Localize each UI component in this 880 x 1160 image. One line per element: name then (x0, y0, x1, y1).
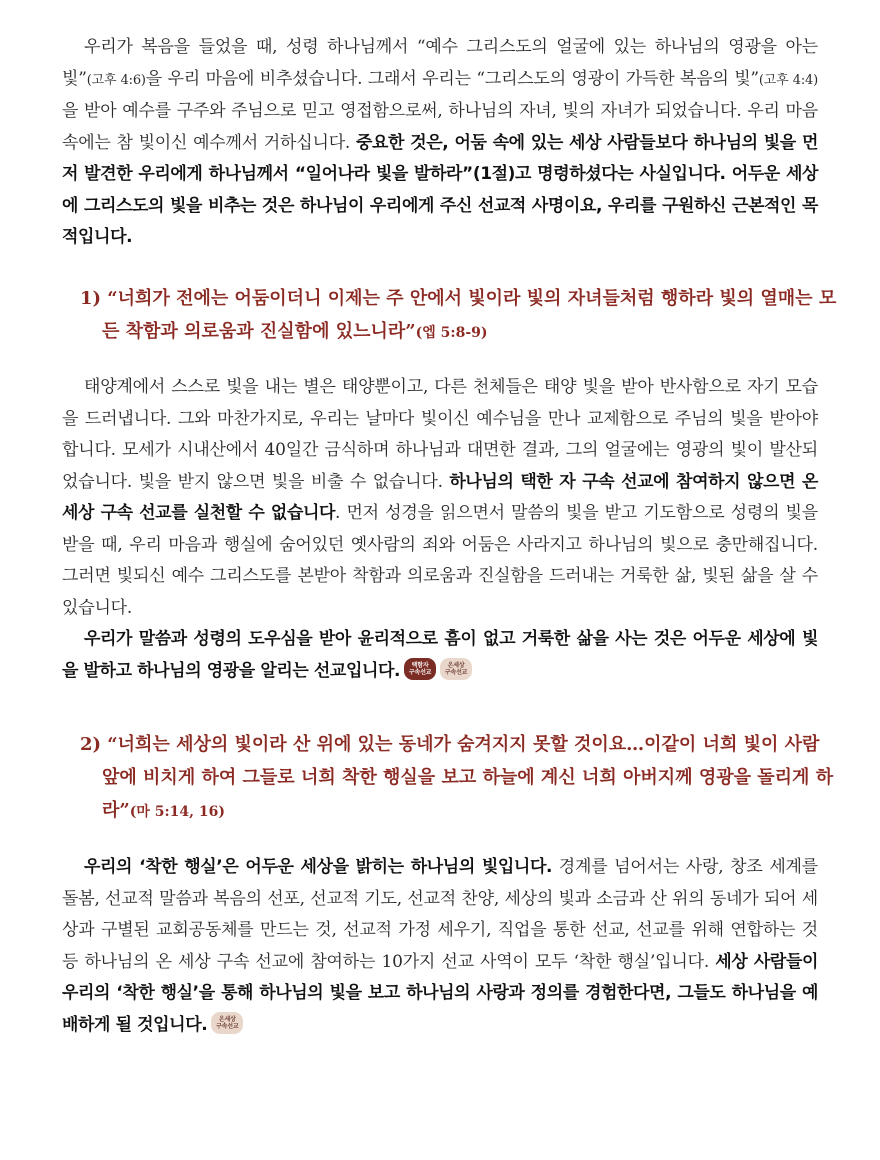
body-4-lead-emphasis: 우리의 ‘착한 행실’은 어두운 세상을 밝히는 하나님의 빛입니다. (84, 857, 553, 877)
world-redemption-mission-badge: 온세상 구속선교 (440, 658, 472, 680)
section-2-reference: (마 5:14, 16) (129, 804, 226, 820)
body-paragraph-2: 태양계에서 스스로 빛을 내는 별은 태양뿐이고, 다른 천체들은 태양 빛을 받아 반사함으로 자기 모습을 드러냅니다. 그와 마찬가지로, 우리는 날마다 빛이신 예수님을 만나 교제함으로 주님의 빛을 받아야 합니다. 모세가 시내산에서 40일간 금식하며 하나님과 대면한 결과, 그의 얼굴에는 영광의 빛이 발산되었습니다. 빛을 받지 않으면 빛을 비출 수 없습니다. 하나님의 택한 자 구속 선교에 참여하지 않으면 온 세상 구속 선교를 실천할 수 없습니다. 먼저 성경을 읽으면서 말씀의 빛을 받고 기도함으로 성령의 빛을 받을 때, 우리 마음과 행실에 숨어있던 옛사람의 죄와 어둠은 사라지고 하나님의 빛으로 충만해집니다. 그러면 빛되신 예수 그리스도를 본받아 착함과 의로움과 진실함을 드러내는 거룩한 삶, 빛된 삶을 살 수 있습니다. (62, 377, 818, 618)
body-paragraph-3 (62, 624, 818, 687)
intro-paragraph: 우리가 복음을 들었을 때, 성령 하나님께서 “예수 그리스도의 얼굴에 있는 하나님의 영광을 아는 빛”(고후 4:6)을 우리 마음에 비추셨습니다. 그래서 우리는 “그리스도의 영광이 가득한 복음의 빛”(고후 4:4)을 받아 예수를 구주와 주님으로 믿고 영접함으로써, 하나님의 자녀, 빛의 자녀가 되었습니다. 우리 마음속에는 참 빛이신 예수께서 거하십니다. 중요한 것은, 어둠 속에 있는 세상 사람들보다 하나님의 빛을 먼저 발견한 우리에게 하나님께서 “일어나라 빛을 발하라”(1절)고 명령하셨다는 사실입니다. 어두운 세상에 그리스도의 빛을 비추는 것은 하나님이 우리에게 주신 선교적 사명이요, 우리를 구원하신 근본적인 목적입니다. (62, 37, 818, 247)
body-3-emphasis: 우리가 말씀과 성령의 도우심을 받아 윤리적으로 흠이 없고 거룩한 삶을 사는 것은 어두운 세상에 빛을 발하고 하나님의 영광을 알리는 선교입니다. (62, 629, 818, 681)
section-heading-1: 1) “너희가 전에는 어둠이더니 이제는 주 안에서 빛이라 빛의 자녀들처럼 행하라 빛의 열매는 모든 착함과 의로움과 진실함에 있느니라”(엡 5:8-9) (80, 288, 837, 342)
body-4-emphasis: 세상 사람들이 우리의 ‘착한 행실’을 통해 하나님의 빛을 보고 하나님의 사랑과 정의를 경험한다면, 그들도 하나님을 예배하게 될 것입니다. (62, 951, 818, 1035)
section-1-reference: (엡 5:8-9) (415, 325, 488, 341)
body-paragraph-4: 우리의 ‘착한 행실’은 어두운 세상을 밝히는 하나님의 빛입니다. 경계를 넘어서는 사랑, 창조 세계를 돌봄, 선교적 말씀과 복음의 선포, 선교적 기도, 선교적 찬양, 세상의 빛과 소금과 산 위의 동네가 되어 세상과 구별된 교회공동체를 만드는 것, 선교적 가정 세우기, 직업을 통한 선교, 선교를 위해 연합하는 것 등 하나님의 온 세상 구속 선교에 참여하는 10가지 선교 사역이 모두 ‘착한 행실’입니다. 세상 사람들이 우리의 ‘착한 행실’을 통해 하나님의 빛을 보고 하나님의 사랑과 정의를 경험한다면, 그들도 하나님을 예배하게 될 것입니다. 온세상 구속선교 (62, 857, 818, 1035)
body-2-emphasis: 하나님의 택한 자 구속 선교에 참여하지 않으면 온 세상 구속 선교를 실천할 수 없습니다 (62, 471, 818, 523)
elect-redemption-mission-badge: 택함자 구속선교 (404, 658, 436, 680)
section-heading-2: 2) “너희는 세상의 빛이라 산 위에 있는 동네가 숨겨지지 못할 것이요…이같이 너희 빛이 사람 앞에 비치게 하여 그들로 너희 착한 행실을 보고 하늘에 계신 너희 아버지께 영광을 돌리게 하라”(마 5:14, 16) (80, 734, 834, 821)
intro-emphasis: 중요한 것은, 어둠 속에 있는 세상 사람들보다 하나님의 빛을 먼저 발견한 우리에게 하나님께서 “일어나라 빛을 발하라”(1절)고 명령하셨다는 사실입니다. 어두운 세상에 그리스도의 빛을 비추는 것은 하나님이 우리에게 주신 선교적 사명이요, 우리를 구원하신 근본적인 목적입니다. (62, 132, 818, 247)
world-redemption-mission-badge-2: 온세상 구속선교 (211, 1012, 243, 1034)
